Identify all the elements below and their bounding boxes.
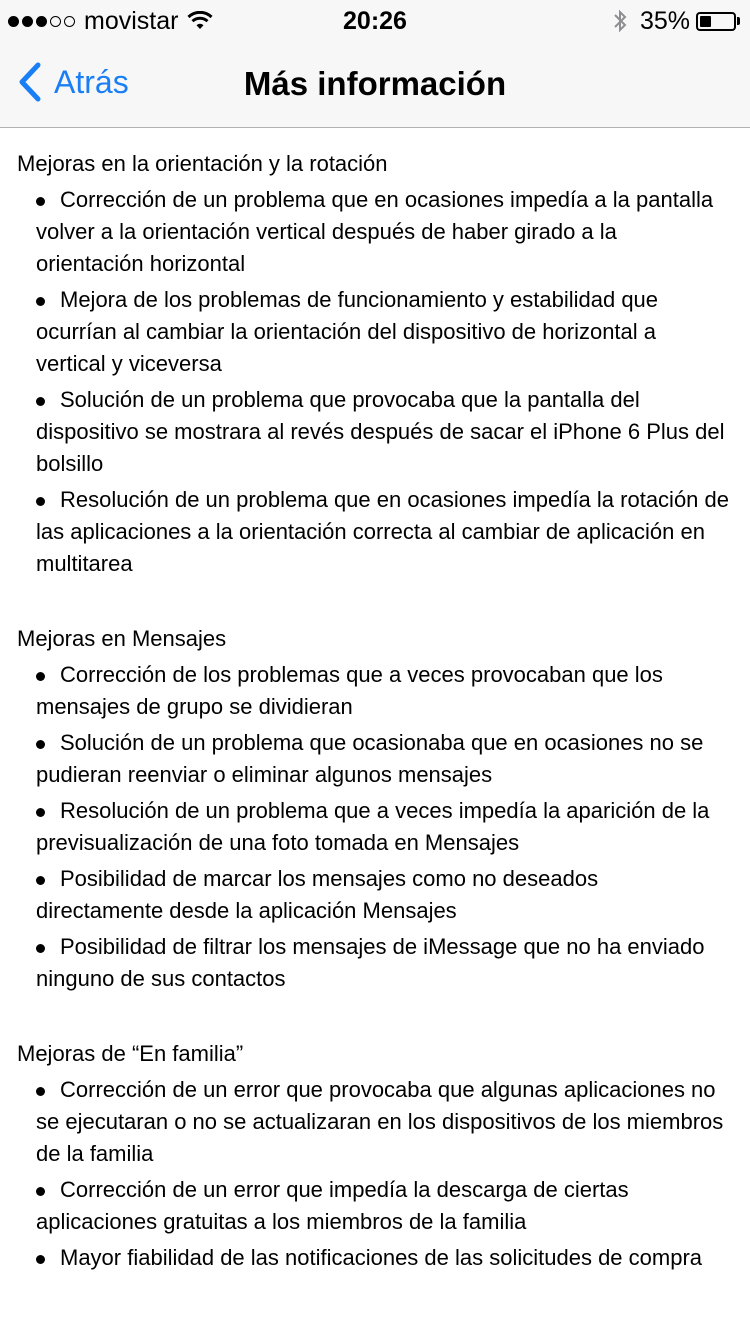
wifi-icon [187,11,213,31]
bullet-list [0,659,750,995]
status-right [612,6,740,36]
list-item: Corrección de un problema que en ocasiones impedía a la pantalla volver a la orientación vertical después de haber girado a la orientación horizontal [0,184,750,280]
carrier-name: movistar [84,7,179,35]
signal-dot [22,16,33,27]
page-title: Más información [243,65,507,102]
list-item: Posibilidad de filtrar los mensajes de iMessage que no ha enviado ninguno de sus contactos [0,931,750,995]
signal-dot [36,16,47,27]
chevron-left-icon [16,61,44,103]
battery-tip [737,17,740,25]
section-heading: Mejoras de “En familia” [17,1041,244,1066]
list-item: Mayor fiabilidad de las notificaciones de las solicitudes de compra [0,1242,750,1274]
list-item: Corrección de los problemas que a veces provocaban que los mensajes de grupo se dividieran [0,659,750,723]
list-item: Resolución de un problema que en ocasiones impedía la rotación de las aplicaciones a la orientación correcta al cambiar de aplicación en multitarea [0,484,750,580]
bluetooth-icon [612,8,628,34]
list-item: Resolución de un problema que a veces impedía la aparición de la previsualización de una foto tomada en Mensajes [0,795,750,859]
battery-level [700,16,711,27]
section-heading: Mejoras en Mensajes [17,626,227,651]
section-heading: Mejoras en la orientación y la rotación [17,151,388,176]
list-item: Corrección de un error que impedía la descarga de ciertas aplicaciones gratuitas a los miembros de la familia [0,1174,750,1238]
signal-dot [8,16,19,27]
list-item: Corrección de un error que provocaba que algunas aplicaciones no se ejecutaran o no se actualizaran en los dispositivos de los miembros de la familia [0,1074,750,1170]
bullet-list [0,1074,750,1274]
status-bar [0,0,750,40]
battery-percent: 35% [639,7,690,35]
list-item: Solución de un problema que ocasionaba que en ocasiones no se pudieran reenviar o eliminar algunos mensajes [0,727,750,791]
status-left [8,6,213,36]
status-time: 20:26 [343,7,407,35]
release-notes-content[interactable] [0,148,750,1317]
bullet-list [0,184,750,580]
battery-icon [696,12,736,31]
signal-dot [64,16,75,27]
navigation-bar [0,40,750,128]
signal-strength-icon [8,16,78,27]
back-button-label: Atrás [54,64,129,100]
notes-section [0,148,750,580]
list-item: Posibilidad de marcar los mensajes como no deseados directamente desde la aplicación Mensajes [0,863,750,927]
signal-dot [50,16,61,27]
list-item: Mejora de los problemas de funcionamiento y estabilidad que ocurrían al cambiar la orientación del dispositivo de horizontal a vertical y viceversa [0,284,750,380]
notes-section [0,623,750,995]
notes-section [0,1038,750,1274]
back-button[interactable] [16,60,129,104]
list-item: Solución de un problema que provocaba que la pantalla del dispositivo se mostrara al revés después de sacar el iPhone 6 Plus del bolsillo [0,384,750,480]
